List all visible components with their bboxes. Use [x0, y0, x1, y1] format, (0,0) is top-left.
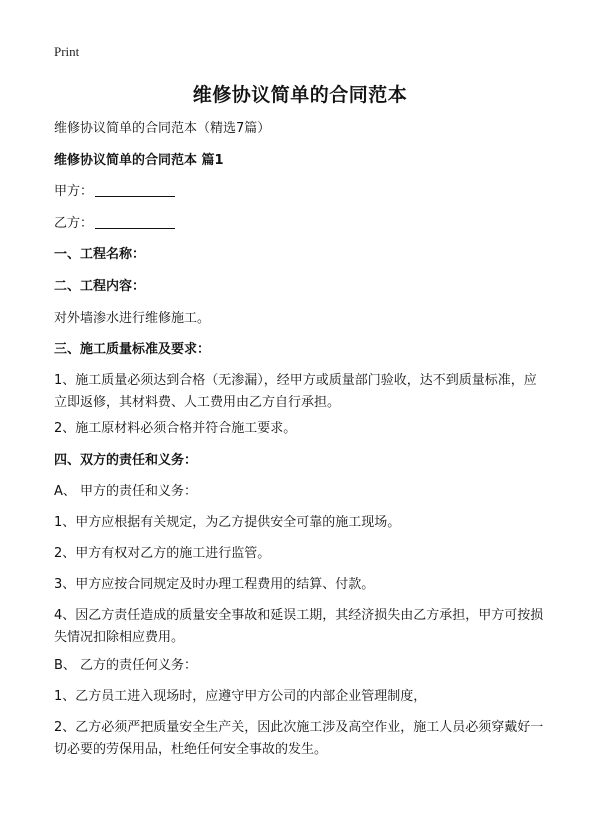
heading-responsibilities: 四、双方的责任和义务： — [54, 453, 198, 468]
party-b-line — [54, 213, 554, 235]
party-a-duty-1: 1、甲方应根据有关规定，为乙方提供安全可靠的施工现场。 — [54, 515, 401, 530]
heading-project-content: 二、工程内容： — [54, 279, 146, 294]
party-b-label: 乙方： — [54, 216, 94, 231]
party-a-label: 甲方： — [54, 184, 94, 199]
subtitle: 维修协议简单的合同范本（精选7篇） — [54, 121, 271, 136]
quality-item-2: 2、施工原材料必须合格并符合施工要求。 — [54, 421, 297, 436]
party-b-duty-1: 1、乙方员工进入现场时，应遵守甲方公司的内部企业管理制度， — [54, 689, 427, 704]
print-link[interactable]: Print — [54, 44, 80, 59]
party-a-line — [54, 181, 554, 203]
party-b-duty-2: 2、乙方必须严把质量安全生产关，因此次施工涉及高空作业，施工人员必须穿戴好一切必要的劳保用品，杜绝任何安全事故的发生。 — [54, 720, 544, 757]
section-heading: 维修协议简单的合同范本 篇1 — [54, 153, 224, 168]
party-a-duties-heading: A、 甲方的责任和义务： — [54, 484, 198, 499]
heading-quality-standards: 三、施工质量标准及要求： — [54, 342, 211, 357]
page-title: 维修协议简单的合同范本 — [192, 84, 408, 106]
heading-project-name: 一、工程名称： — [54, 247, 146, 262]
party-b-blank — [95, 214, 175, 229]
party-a-duty-4: 4、因乙方责任造成的质量安全事故和延误工期，其经济损失由乙方承担，甲方可按损失情况扣除相应费用。 — [54, 608, 544, 645]
party-a-blank — [95, 182, 175, 197]
party-a-duty-2: 2、甲方有权对乙方的施工进行监管。 — [54, 546, 271, 561]
project-content-text: 对外墙渗水进行维修施工。 — [54, 311, 211, 326]
party-a-duty-3: 3、甲方应按合同规定及时办理工程费用的结算、付款。 — [54, 577, 375, 592]
quality-item-1: 1、施工质量必须达到合格（无渗漏），经甲方或质量部门验收，达不到质量标准，应立即返修，其材料费、人工费用由乙方自行承担。 — [54, 373, 537, 410]
party-b-duties-heading: B、 乙方的责任何义务： — [54, 658, 198, 673]
